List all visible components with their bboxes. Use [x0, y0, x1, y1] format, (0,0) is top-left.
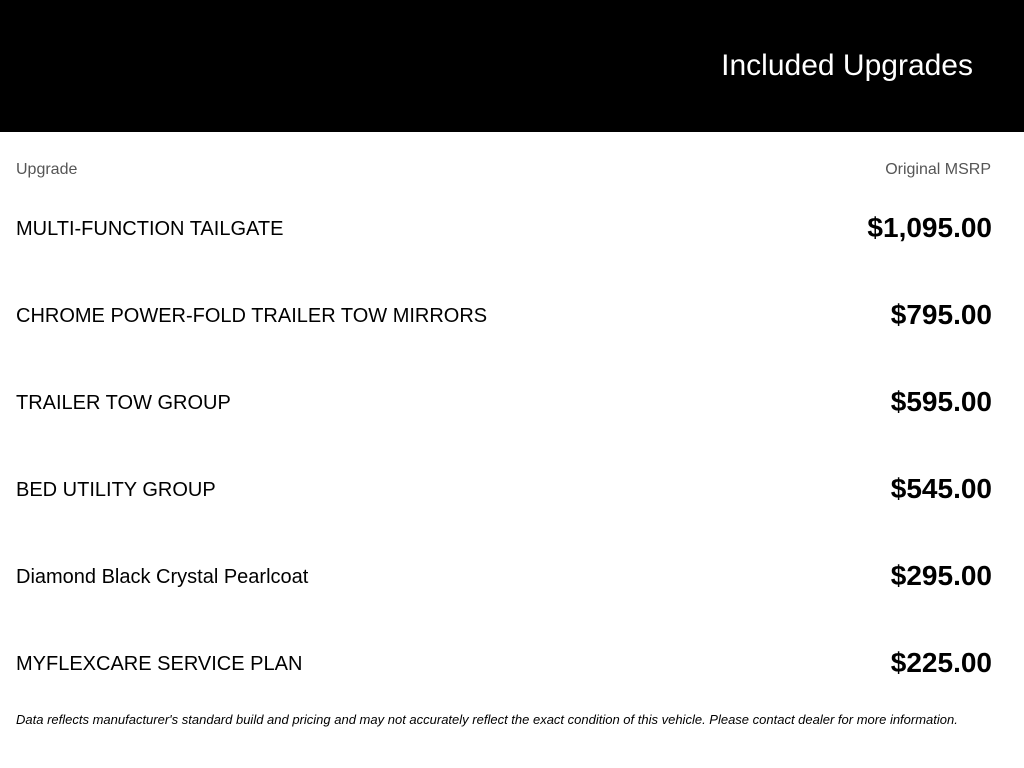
- upgrade-row: [0, 271, 1024, 358]
- upgrade-price: $595.00: [890, 386, 992, 417]
- upgrade-price: $545.00: [890, 473, 992, 504]
- upgrade-price: $1,095.00: [867, 212, 992, 243]
- upgrade-name: TRAILER TOW GROUP: [16, 392, 231, 414]
- upgrade-price: $295.00: [890, 560, 992, 591]
- upgrade-row: [0, 184, 1024, 271]
- upgrade-row: [0, 532, 1024, 619]
- upgrade-row: [0, 619, 1024, 706]
- upgrade-price: $795.00: [890, 299, 992, 330]
- upgrades-list: [0, 184, 1024, 706]
- upgrade-name: CHROME POWER-FOLD TRAILER TOW MIRRORS: [16, 305, 488, 327]
- page-title: Included Upgrades: [721, 49, 973, 82]
- column-header-msrp: Original MSRP: [885, 161, 991, 178]
- header-bar: [0, 0, 1024, 132]
- upgrade-name: Diamond Black Crystal Pearlcoat: [16, 566, 309, 588]
- upgrade-price: $225.00: [890, 647, 992, 678]
- upgrade-name: MYFLEXCARE SERVICE PLAN: [16, 653, 303, 675]
- column-header-upgrade: Upgrade: [16, 161, 78, 178]
- upgrade-name: MULTI-FUNCTION TAILGATE: [16, 218, 284, 240]
- upgrade-name: BED UTILITY GROUP: [16, 479, 216, 501]
- upgrade-row: [0, 445, 1024, 532]
- upgrade-row: [0, 358, 1024, 445]
- disclaimer-text: Data reflects manufacturer's standard build and pricing and may not accurately reflect the exact condition of this vehicle. Please contact dealer for more information.: [16, 712, 958, 727]
